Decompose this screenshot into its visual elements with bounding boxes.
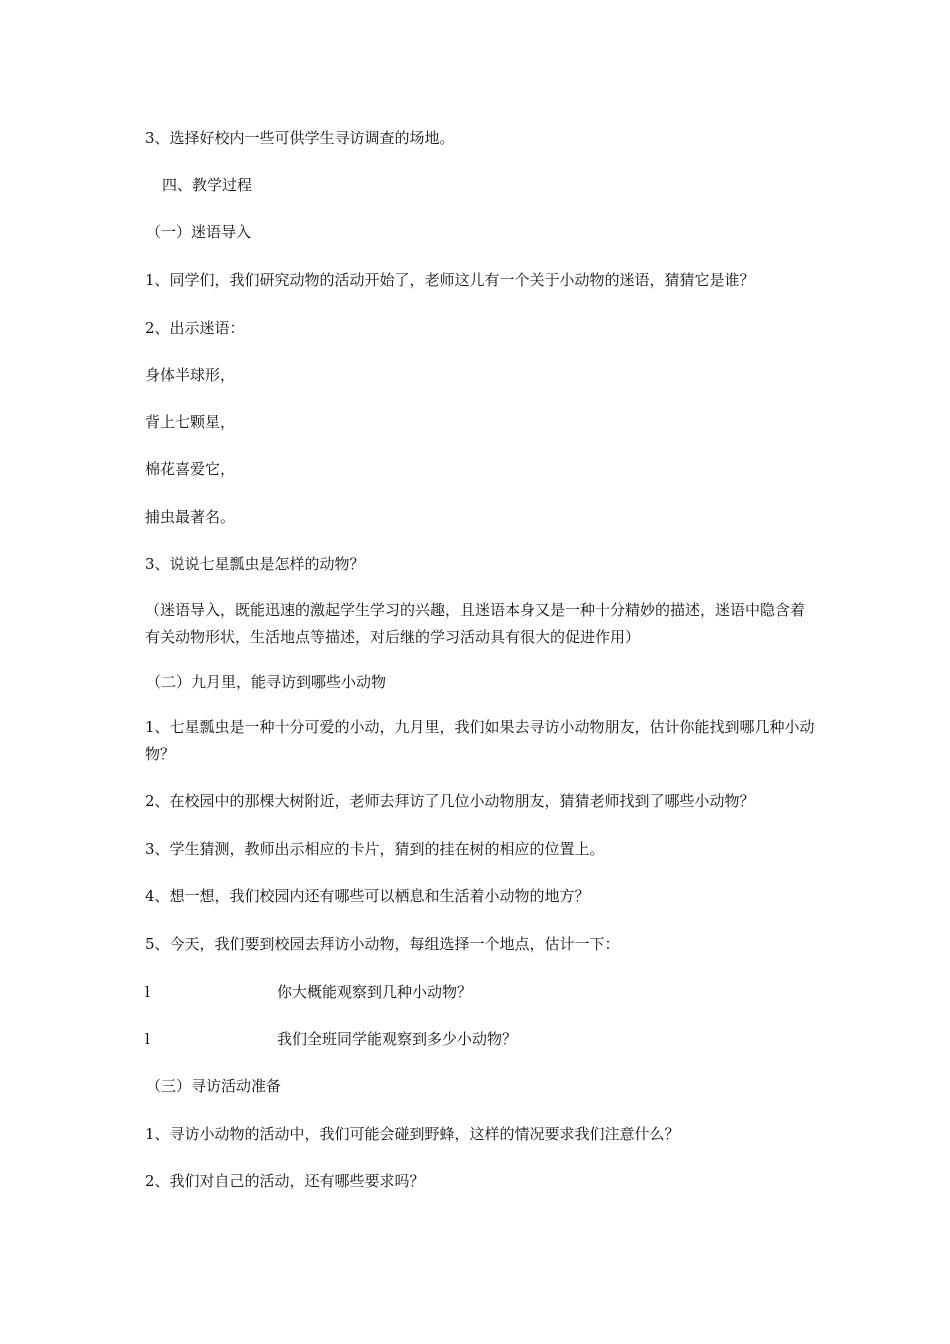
september-step-3: 3、学生猜测，教师出示相应的卡片，猜到的挂在树的相应的位置上。	[145, 840, 605, 858]
bullet-item-text: 我们全班同学能观察到多少小动物？	[277, 1030, 518, 1048]
preparation-step-2: 2、我们对自己的活动，还有哪些要求吗？	[145, 1172, 425, 1190]
bullet-item-text: 你大概能观察到几种小动物？	[277, 983, 473, 1001]
september-step-2: 2、在校园中的那棵大树附近，老师去拜访了几位小动物朋友，猜猜老师找到了哪些小动物？	[145, 792, 755, 810]
september-step-1: 1、七星瓢虫是一种十分可爱的小动，九月里，我们如果去寻访小动物朋友，估计你能找到哪几种小动物？	[145, 718, 815, 763]
subheading-visit-preparation: （三）寻访活动准备	[146, 1077, 282, 1095]
subheading-riddle-intro: （一）迷语导入	[146, 223, 252, 241]
riddle-step-1: 1、同学们，我们研究动物的活动开始了，老师这儿有一个关于小动物的迷语，猜猜它是谁？	[145, 271, 755, 289]
preparation-step-1: 1、寻访小动物的活动中，我们可能会碰到野蜂，这样的情况要求我们注意什么？	[145, 1125, 680, 1143]
prep-item-3: 3、选择好校内一些可供学生寻访调查的场地。	[145, 129, 455, 147]
riddle-line-3: 棉花喜爱它，	[145, 460, 236, 478]
section-heading-teaching-process: 四、教学过程	[162, 176, 253, 194]
bullet-marker: l	[145, 983, 150, 1001]
september-step-5: 5、今天，我们要到校园去拜访小动物，每组选择一个地点，估计一下：	[145, 935, 620, 953]
riddle-note: （迷语导入，既能迅速的激起学生学习的兴趣，且迷语本身又是一种十分精妙的描述，迷语中隐含着有关动物形状，生活地点等描述，对后继的学习活动具有很大的促进作用）	[145, 601, 806, 646]
riddle-line-4: 捕虫最著名。	[145, 508, 236, 526]
subheading-september-animals: （二）九月里，能寻访到哪些小动物	[146, 673, 387, 691]
bullet-marker: l	[145, 1030, 150, 1048]
september-step-4: 4、想一想，我们校园内还有哪些可以栖息和生活着小动物的地方？	[145, 887, 590, 905]
riddle-step-3: 3、说说七星瓢虫是怎样的动物？	[145, 555, 365, 573]
riddle-step-2: 2、出示迷语：	[145, 319, 245, 337]
riddle-line-2: 背上七颗星，	[145, 413, 236, 431]
riddle-line-1: 身体半球形，	[145, 366, 236, 384]
